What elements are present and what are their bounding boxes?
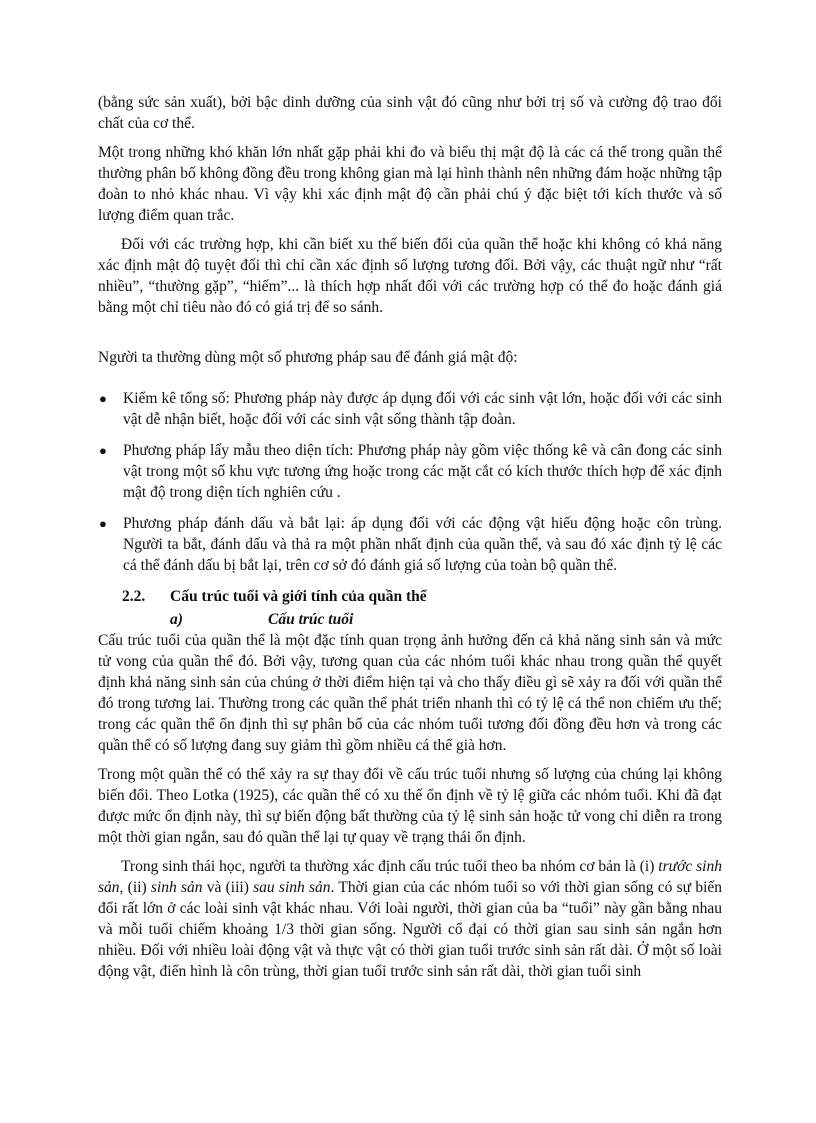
subsection-number: a) (170, 611, 183, 628)
paragraph: Trong sinh thái học, người ta thường xác định cấu trúc tuổi theo ba nhóm cơ bản là (i) trước sinh sản, (ii) sinh sản và (iii) sau sinh sản. Thời gian của các nhóm tuổi so với thời gian sống có sự biến đổi rất lớn ở các loài sinh vật khác nhau. Với loài người, thời gian của ba “tuổi” này gần bằng nhau và mỗi tuổi chiếm khoảng 1/3 thời gian sống. Người cổ đại có thời gian sau sinh sản ngắn hơn nhiều. Đối với nhiều loài động vật và thực vật có thời gian tuổi trước sinh sản rất dài. Ở một số loài động vật, điển hình là côn trùng, thời gian tuổi trước sinh sản rất dài, thời gian tuổi sinh (98, 858, 723, 980)
list-item-text: Phương pháp đánh dấu và bắt lại: áp dụng đối với các động vật hiếu động hoặc côn trùng. Người ta bắt, đánh dấu và thả ra một phần nhất định của quần thể, và sau đó xác định tỷ lệ các cá thể đánh dấu bị bắt lại, trên cơ sở đó đánh giá số lượng của toàn bộ quần thể. (123, 515, 722, 574)
section-title: Cấu trúc tuổi và giới tính của quần thể (170, 588, 427, 605)
list-item (99, 440, 722, 503)
paragraph: Người ta thường dùng một số phương pháp sau để đánh giá mật độ: (98, 349, 518, 366)
bullet-icon: ● (99, 516, 107, 531)
list-item (99, 388, 722, 430)
bullet-icon: ● (99, 443, 107, 458)
subsection-title: Cấu trúc tuổi (268, 611, 354, 628)
paragraph: (bằng sức sản xuất), bởi bậc dinh dưỡng của sinh vật đó cũng như bởi trị số và cường độ trao đổi chất của cơ thể. (98, 94, 722, 132)
paragraph: Một trong những khó khăn lớn nhất gặp phải khi đo và biểu thị mật độ là các cá thể trong quần thể thường phân bố không đồng đều trong không gian mà lại hình thành nên những đám hoặc những tập đoàn to nhỏ khác nhau. Vì vậy khi xác định mật độ cần phải chú ý đặc biệt tới kích thước và số lượng điểm quan trắc. (98, 144, 722, 224)
document-page (98, 92, 722, 990)
paragraph: Đối với các trường hợp, khi cần biết xu thế biến đổi của quần thể hoặc khi không có khả năng xác định mật độ tuyệt đối thì chỉ cần xác định số lượng tương đối. Bởi vậy, các thuật ngữ như “rất nhiều”, “thường gặp”, “hiếm”... là thích hợp nhất đối với các trường hợp có thể đo hoặc đánh giá bằng một chỉ tiêu nào đó có giá trị để so sánh. (98, 236, 722, 316)
paragraph: Trong một quần thể có thể xảy ra sự thay đổi về cấu trúc tuổi nhưng số lượng của chúng lại không biến đổi. Theo Lotka (1925), các quần thể có xu thế ổn định về tỷ lệ giữa các nhóm tuổi. Khi đã đạt được mức ổn định này, thì sự biến động bất thường của tỷ lệ sinh sản hoặc tử vong chỉ diễn ra trong một thời gian ngắn, sau đó quần thể lại tự quay về trạng thái ổn định. (98, 766, 722, 846)
list-item-text: Phương pháp lấy mẫu theo diện tích: Phương pháp này gồm việc thống kê và cân đong các sinh vật trong một số khu vực tương ứng hoặc trong các mặt cắt có kích thước thích hợp để xác định mật độ trong diện tích nghiên cứu . (123, 442, 722, 501)
bullet-icon: ● (99, 391, 107, 406)
list-item (99, 513, 722, 576)
section-heading (122, 586, 722, 607)
list-item-text: Kiểm kê tổng số: Phương pháp này được áp dụng đối với các sinh vật lớn, hoặc đối với các sinh vật dễ nhận biết, hoặc đối với các sinh vật sống thành tập đoàn. (123, 390, 722, 428)
section-number: 2.2. (122, 588, 146, 605)
paragraph: Cấu trúc tuổi của quần thể là một đặc tính quan trọng ảnh hưởng đến cả khả năng sinh sản và mức tử vong của quần thể đó. Bởi vậy, tương quan của các nhóm tuổi khác nhau trong quần thể quyết định khả năng sinh sản của chúng ở thời điểm hiện tại và cho thấy điều gì sẽ xảy ra đối với quần thể đó trong tương lai. Thường trong các quần thể phát triển nhanh thì có tỷ lệ cá thể non chiếm ưu thế; trong các quần thể ổn định thì sự phân bố của các nhóm tuổi tương đối đồng đều hơn và trong các quần thể có số lượng đang suy giảm thì gồm nhiều cá thể già hơn. (98, 632, 722, 754)
method-list (98, 388, 722, 576)
subsection-heading (170, 609, 722, 630)
